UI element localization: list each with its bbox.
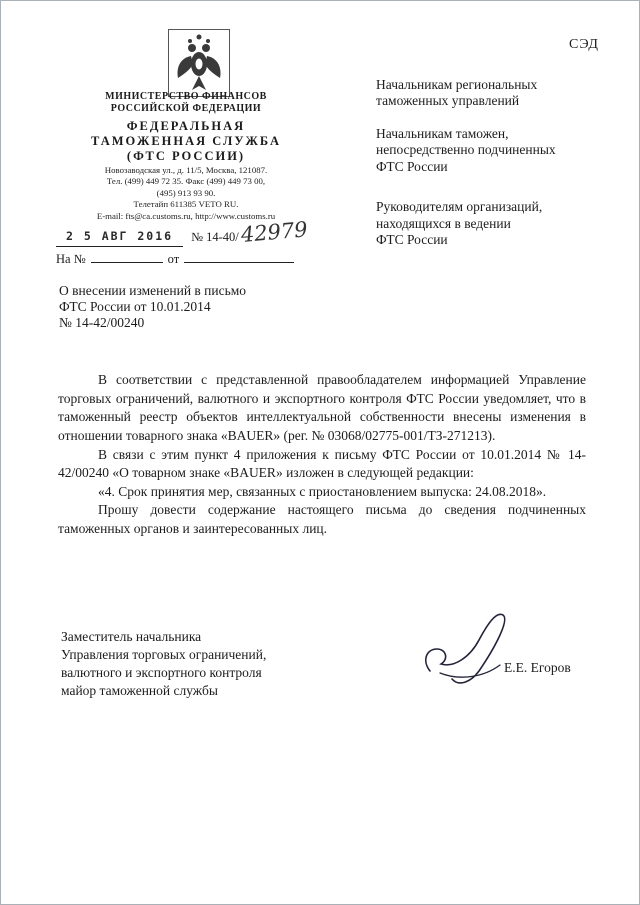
signature-title-line: валютного и экспортного контроля bbox=[61, 664, 262, 680]
body-paragraph: Прошу довести содержание настоящего письма до сведения подчиненных таможенных органов и заинтересованных лиц. bbox=[58, 502, 586, 536]
body-paragraph: В соответствии с представленной правообладателем информацией Управление торговых ограничений, валютного и экспортного контроля ФТС России уведомляет, что в таможенный реестр объектов интеллектуальной собственности внесены изменения в отношении товарного знака «BAUER» (рег. № 03068/02775-001/ТЗ-271213). bbox=[58, 372, 586, 443]
agency-line: ТАМОЖЕННАЯ СЛУЖБА bbox=[91, 133, 281, 148]
document-number-handwritten: 42979 bbox=[239, 217, 309, 247]
signatory-name: Е.Е. Егоров bbox=[504, 660, 571, 675]
reference-na-label: На № bbox=[56, 252, 86, 266]
document-number-prefix: № 14-40/ bbox=[191, 230, 239, 244]
subject-line: ФТС России от 10.01.2014 bbox=[59, 299, 211, 315]
subject-line: № 14-42/00240 bbox=[59, 315, 145, 331]
contact-address: Новозаводская ул., д. 11/5, Москва, 121087. bbox=[104, 165, 268, 175]
contact-info bbox=[31, 165, 341, 222]
ministry-line: МИНИСТЕРСТВО ФИНАНСОВ bbox=[105, 91, 267, 102]
reference-number-blank bbox=[91, 250, 163, 263]
coat-of-arms-icon bbox=[168, 29, 230, 97]
handwritten-signature-icon bbox=[416, 607, 546, 697]
signature-title bbox=[61, 628, 306, 700]
recipient-line: ФТС России bbox=[376, 158, 448, 174]
contact-phone: Тел. (499) 449 72 35. Факс (499) 449 73 00, bbox=[106, 176, 266, 187]
contact-email: E-mail: fts@ca.customs.ru, http://www.customs.ru bbox=[96, 210, 276, 221]
recipient-line: ФТС России bbox=[376, 232, 448, 248]
recipient-line: находящихся в ведении bbox=[376, 215, 511, 231]
letter-body bbox=[58, 371, 586, 539]
ministry-line: РОССИЙСКОЙ ФЕДЕРАЦИИ bbox=[110, 102, 262, 114]
recipient-group bbox=[376, 199, 611, 248]
recipient-group bbox=[376, 126, 611, 175]
reference-ot-label: от bbox=[167, 252, 180, 266]
agency-name bbox=[31, 119, 341, 163]
sed-label: СЭД bbox=[569, 37, 599, 52]
date-stamp: 2 5 АВГ 2016 bbox=[56, 229, 183, 247]
recipient-line: Начальникам таможен, bbox=[376, 125, 509, 141]
ministry-name bbox=[31, 91, 341, 114]
signature-title-line: майор таможенной службы bbox=[61, 682, 218, 698]
subject-line: О внесении изменений в письмо bbox=[59, 283, 247, 298]
recipient-line: Начальникам региональных bbox=[376, 77, 538, 92]
agency-line: ФЕДЕРАЛЬНАЯ bbox=[126, 119, 246, 133]
signature-title-line: Управления торговых ограничений, bbox=[61, 646, 267, 662]
reference-date-blank bbox=[184, 250, 294, 263]
subject-block bbox=[59, 283, 299, 332]
contact-teletype: Телетайп 611385 VETO RU. bbox=[133, 199, 239, 210]
body-paragraph: «4. Срок принятия мер, связанных с приостановлением выпуска: 24.08.2018». bbox=[98, 483, 547, 499]
body-paragraph: В связи с этим пункт 4 приложения к письму ФТС России от 10.01.2014 № 14-42/00240 «О товарном знаке «BAUER» изложен в следующей редакции: bbox=[58, 446, 586, 481]
reference-row bbox=[56, 250, 376, 267]
date-number-row bbox=[56, 217, 376, 247]
recipient-line: непосредственно подчиненных bbox=[376, 142, 556, 158]
recipients-block bbox=[376, 77, 611, 265]
signature-title-line: Заместитель начальника bbox=[61, 629, 202, 644]
agency-line: (ФТС РОССИИ) bbox=[126, 148, 246, 163]
contact-phone: (495) 913 93 90. bbox=[156, 187, 216, 198]
recipient-line: Руководителям организаций, bbox=[376, 199, 543, 215]
recipient-line: таможенных управлений bbox=[376, 93, 520, 109]
recipient-group bbox=[376, 77, 611, 110]
